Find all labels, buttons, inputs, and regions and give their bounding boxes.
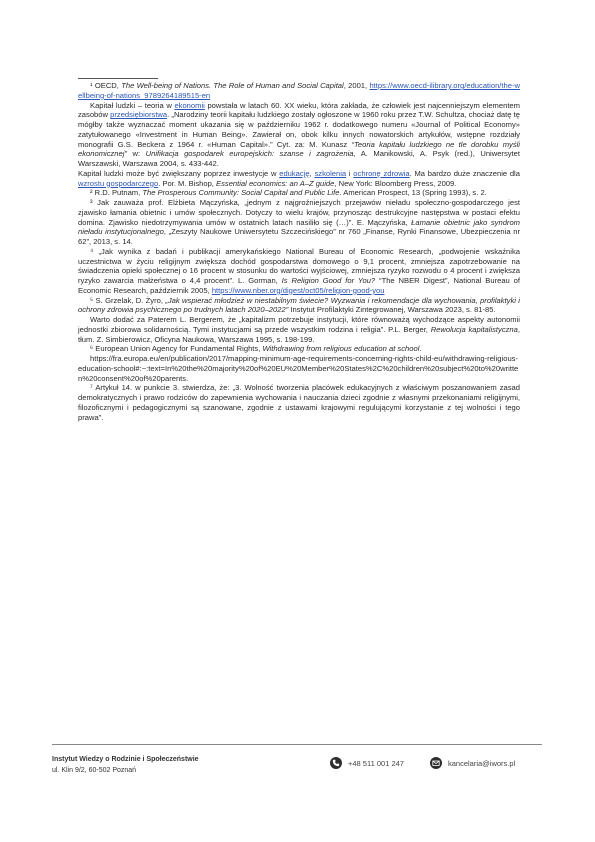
footnote-3: ³ Jak zauważa prof. Elżbieta Mączyńska, „jednym z najgroźniejszych przejawów nieładu społeczno-gospodarczego jest zjawisko łamania obietnic i umów społecznych. Dotyczy to wielu krajów, przynosząc destrukcyjne następstwa w postaci efektu domina. Zjawisko niedotrzymywania umów w ostatnich latach nasiliło się (…)”. E. Mączyńska, Łamanie obietnic jako syndrom nieładu instytucjonalnego, „Zeszyty Naukowe Uniwersytetu Szczecińskiego” nr 760 „Finanse, Rynki Finansowe, Ubezpieczenia nr 62”, 2013, s. 14. xyxy=(78,198,520,246)
email-address[interactable]: kancelaria@iwors.pl xyxy=(448,758,516,768)
footnote-6-url xyxy=(78,354,520,383)
footnote-marker: ⁶ xyxy=(90,344,94,354)
footer-email xyxy=(430,757,515,769)
footer-phone xyxy=(330,757,404,769)
footnote-url[interactable]: https://fra.europa.eu/en/publication/2017/mapping-minimum-age-requirements-concerning-rights-child-eu/withdrawing-religious-education-school#:~:text=In%20the%20majority%20of%20EU%20Member%20States%2C%20children%20subject%20to%20written%20consent%20of%20parents. xyxy=(78,354,519,383)
link-edukacje[interactable]: edukację xyxy=(279,168,310,178)
footer-institute xyxy=(52,754,199,776)
link-przedsiebiorstwa[interactable]: przedsiębiorstwa xyxy=(110,110,168,120)
footnote-1-cont: Kapitał ludzki – teoria w ekonomii powstała w latach 60. XX wieku, która zakłada, że człowiek jest najcenniejszym elementem zasobów przedsiębiorstwa. „Narodziny teorii kapitału ludzkiego zostały ogłoszone w 1960 roku przez T.W. Schultza, chociaż datę tę mógłby także wyznaczać moment ukazania się w październiku 1962 r. dodatkowego numeru «Journal of Political Economy» zatytułowanego «Investment in Human Being». Zawierał on, obok kilku innych nowatorskich artykułów, wstępne rozdziały monografii G.S. Beckera z 1964 r. «Human Capital».” Cyt. za: M. Kunasz “Teoria kapitału ludzkiego ne tle dorobku myśli ekonomicznej” w: Unifikacja gospodarek europejskich: szanse i zagrożenia, A. Manikowski, A. Psyk (red.), Uniwersytet Warszawski, Warszawa 2004, s. 433-442. xyxy=(78,100,520,168)
footnote-link[interactable]: https://www.nber.org/digest/oct05/religion-good-you xyxy=(211,285,385,295)
link-ekonomii[interactable]: ekonomii xyxy=(174,100,205,110)
mail-icon xyxy=(430,757,442,769)
footnote-5: ⁵ S. Grzelak, D. Żyro, „Jak wspierać młodzież w niestabilnym świecie? Wyzwania i rekomendacje dla wychowania, profilaktyki i ochrony zdrowia psychicznego po trudnych latach 2020–2022” Instytut Profilaktyki Zintegrowanej, Warszawa 2023, s. 81-85. xyxy=(78,295,520,315)
footnote-4: ⁴ „Jak wynika z badań i publikacji amerykańskiego National Bureau of Economic Research, „podwojenie wskaźnika uczestnictwa w życiu religijnym zwiększa dochód gospodarstwa domowego o 9,1 procent, zmniejsza zapotrzebowanie na świadczenia opieki społecznej o 16 procent w stosunku do wartości wyjściowej, zmniejsza ryzyko rozwodu o 4 procent i zwiększa ryzyko zawarcia małżeństwa o 4,4 procent”. L. Gorman, Is Religion Good for You? “The NBER Digest”, National Bureau of Economic Research, październik 2005, https://www.nber.org/digest/oct05/religion-good-you xyxy=(78,246,520,295)
link-wzrost-gospodarczy[interactable]: wzrostu gospodarczego xyxy=(78,178,159,188)
institute-name: Instytut Wiedzy o Rodzinie i Społeczeństwie xyxy=(52,756,199,763)
link-szkolenia[interactable]: szkolenia xyxy=(314,168,347,178)
footnote-7: ⁷ Artykuł 14. w punkcie 3. stwierdza, że: „3. Wolność tworzenia placówek edukacyjnych z właściwym poszanowaniem zasad demokratycznych i prawo rodziców do zapewnienia wychowania i nauczania dzieci zgodnie z własnymi przekonaniami religijnymi, filozoficznymi i pedagogicznymi są szanowane, zgodnie z ustawami krajowymi regulującymi korzystanie z tej wolności i tego prawa”. xyxy=(78,383,520,422)
footnote-marker: ⁷ xyxy=(90,383,93,393)
footnote-1: ¹ OECD, The Well-being of Nations. The Role of Human and Social Capital, 2001, https://www.oecd-ilibrary.org/education/the-wellbeing-of-nations_9789264189515-en xyxy=(78,81,520,100)
footnote-6: ⁶ European Union Agency for Fundamental Rights, Withdrawing from religious education at school. xyxy=(90,344,422,354)
link-ochrona-zdrowia[interactable]: ochronę zdrowia xyxy=(353,168,410,178)
footnote-1-cont2: Kapitał ludzki może być zwiększany poprzez inwestycje w edukację, szkolenia i ochronę zdrowia. Ma bardzo duże znaczenie dla wzrostu gospodarczego. Por. M. Bishop, Essential economics: an A–Z guide, New York: Bloomberg Press, 2009. xyxy=(78,168,520,188)
phone-number[interactable]: +48 511 001 247 xyxy=(348,758,404,768)
footnote-5-cont: Warto dodać za Paterem L. Bergerem, że „kapitalizm potrzebuje instytucji, które równoważą wychodzące aspekty autonomii jednostki zbiorowa solidarnością. Tymi instytucjami są przede wszystkim rodzina i religia”. P.L. Berger, Rewolucja kapitalistyczna, tłum. Z. Simbierowicz, Oficyna Naukowa, Warszawa 1995, s. 198-199. xyxy=(78,315,520,344)
footnote-marker: ³ xyxy=(90,198,93,207)
footer-divider xyxy=(52,744,542,745)
footnote-2: ² R.D. Putnam, The Prosperous Community: Social Capital and Public Life. American Prospect, 13 (Spring 1993), s. 2. xyxy=(90,188,487,198)
footnote-marker: ¹ xyxy=(90,81,93,90)
footnote-link[interactable]: https://www.oecd-ilibrary.org/education/the-wellbeing-of-nations_9789264189515-en xyxy=(78,81,520,100)
footnote-marker: ² xyxy=(90,188,93,198)
phone-icon xyxy=(330,757,342,769)
footnote-marker: ⁵ xyxy=(90,295,94,305)
footnotes xyxy=(78,81,520,422)
footnote-marker: ⁴ xyxy=(90,246,94,256)
footnote-separator xyxy=(78,78,158,79)
institute-address: ul. Klin 9/2, 60-502 Poznań xyxy=(52,767,137,774)
